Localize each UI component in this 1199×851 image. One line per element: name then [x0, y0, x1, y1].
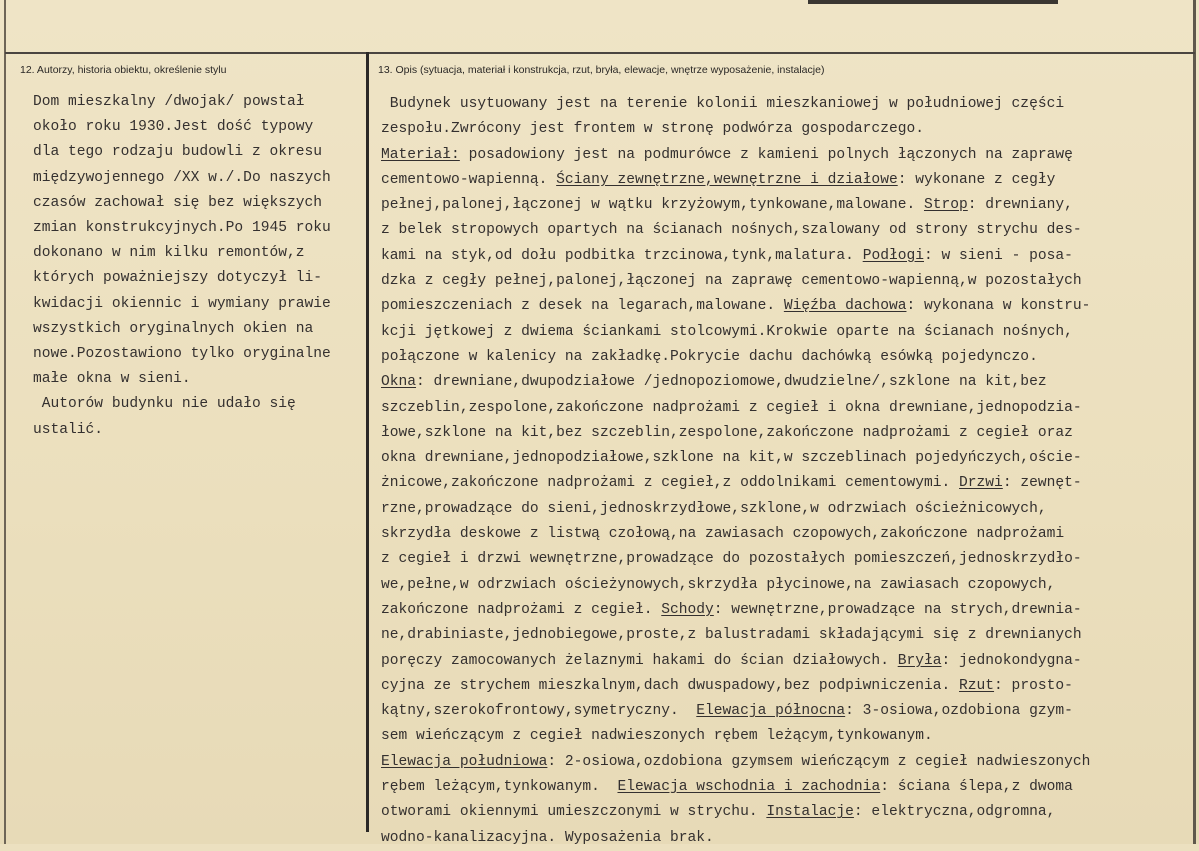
description-text: : wewnętrzne,prowadzące na strych,drewnia- [713, 601, 1082, 618]
section-12-header: 12. Autorzy, historia obiektu, określenie stylu [20, 64, 227, 76]
description-text: cementowo-wapienną. [381, 171, 557, 188]
description-line [381, 218, 1090, 243]
history-line: dla tego rodzaju budowli z okresu [33, 144, 323, 161]
description-text: okna drewniane,jednopodziałowe,szklone na kit,w szczeblinach pojedyńczych,oście- [381, 450, 1082, 467]
description-text: zespołu.Zwrócony jest frontem w stronę podwórza gospodarczego. [381, 121, 924, 138]
description-text: kcji jętkowej z dwiema ściankami stolcowymi.Krokwie oparte na ścianach nośnych, [381, 323, 1073, 340]
description-text: : ściana ślepa,z dwoma [880, 779, 1073, 796]
description-text: zakończone nadprożami z cegieł. [381, 601, 662, 618]
description-text: pomieszczeniach z desek na legarach,malowane. [381, 298, 784, 315]
left-card-edge [4, 0, 6, 844]
history-line: czasów zachował się bez większych [33, 194, 323, 211]
history-line: wszystkich oryginalnych okien na [33, 320, 314, 337]
description-line [381, 699, 1090, 724]
description-text: Budynek usytuowany jest na terenie kolonii mieszkaniowej w południowej części [381, 96, 1065, 112]
history-line: nowe.Pozostawiono tylko oryginalne [33, 346, 331, 363]
section-heading: Materiał: [381, 146, 460, 163]
description-line [381, 117, 1090, 142]
description-text: szczeblin,zespolone,zakończone nadprożami z cegieł i okna drewniane,jednopodzia- [381, 399, 1082, 416]
description-line [381, 320, 1090, 345]
description-text: : w sieni - posa- [924, 247, 1073, 264]
description-text: poręczy zamocowanych żelaznymi hakami do ścian działowych. [381, 652, 898, 669]
description-line [381, 471, 1090, 496]
section-heading: Drzwi [959, 475, 1003, 492]
description-text-block [381, 92, 1090, 851]
description-text: wodno-kanalizacyjna. Wyposażenia brak. [381, 829, 714, 846]
column-divider [366, 52, 369, 832]
history-line: których poważniejszy dotyczył li- [33, 270, 323, 287]
description-line [381, 724, 1090, 749]
description-text: : jednokondygna- [941, 652, 1082, 669]
description-text: : wykonana w konstru- [906, 298, 1091, 315]
section-heading: Bryła [897, 652, 942, 669]
description-line [381, 547, 1090, 572]
description-line [381, 269, 1090, 294]
description-line [381, 92, 1090, 117]
history-text-block [33, 90, 331, 443]
description-text: kami na styk,od dołu podbitka trzcinowa,tynk,malatura. [381, 247, 863, 264]
history-line: Autorów budynku nie udało się [33, 396, 296, 413]
section-heading: Elewacja wschodnia i zachodnia [617, 779, 881, 796]
description-line [381, 370, 1090, 395]
description-line [381, 826, 1090, 851]
section-heading: Okna [381, 374, 417, 391]
description-text: połączone w kalenicy na zakładkę.Pokrycie dachu dachówką esówką pojedynczo. [381, 348, 1038, 365]
header-rule [5, 52, 1195, 54]
description-text: łowe,szklone na kit,bez szczeblin,zespolone,zakończone nadprożami z cegieł oraz [381, 424, 1073, 441]
section-heading: Instalacje [766, 804, 854, 821]
description-line [381, 674, 1090, 699]
section-heading: Ściany zewnętrzne,wewnętrzne i działowe [556, 171, 898, 188]
description-text: skrzydła deskowe z listwą czołową,na zawiasach czopowych,zakończone nadprożami [381, 526, 1065, 543]
description-text: otworami okiennymi umieszczonymi w strychu. [381, 804, 767, 821]
description-line [381, 345, 1090, 370]
description-text: : wykonane z cegły [897, 171, 1056, 188]
description-line [381, 598, 1090, 623]
description-line [381, 421, 1090, 446]
section-heading: Schody [661, 601, 714, 618]
section-heading: Rzut [959, 677, 995, 694]
description-text: rębem leżącym,tynkowanym. [381, 779, 618, 796]
description-line [381, 143, 1090, 168]
history-line: kwidacji okiennic i wymiany prawie [33, 295, 331, 312]
description-line [381, 294, 1090, 319]
top-tab-edge [808, 0, 1058, 4]
history-line: małe okna w sieni. [33, 371, 191, 388]
description-text: dzka z cegły pełnej,palonej,łączonej na zaprawę cementowo-wapienną,w pozostałych [381, 273, 1082, 290]
description-line [381, 497, 1090, 522]
description-text: : prosto- [994, 677, 1073, 694]
section-heading: Więźba dachowa [783, 298, 907, 315]
description-line [381, 573, 1090, 598]
description-line [381, 168, 1090, 193]
description-text: cyjna ze strychem mieszkalnym,dach dwuspadowy,bez podpiwniczenia. [381, 677, 960, 694]
description-text: : elektryczna,odgromna, [853, 804, 1056, 821]
description-line [381, 244, 1090, 269]
description-text: : drewniane,dwupodziałowe /jednopoziomowe,dwudzielne/,szklone na kit,bez [416, 374, 1047, 391]
description-text: : zewnęt- [1002, 475, 1082, 492]
description-line [381, 193, 1090, 218]
section-heading: Strop [923, 197, 968, 214]
history-line: zmian konstrukcyjnych.Po 1945 roku [33, 220, 331, 237]
description-text: sem wieńczącym z cegieł nadwieszonych rębem leżącym,tynkowanym. [381, 728, 933, 745]
description-text: pełnej,palonej,łączonej w wątku krzyżowym,tynkowane,malowane. [381, 197, 924, 214]
description-line [381, 446, 1090, 471]
description-text: żnicowe,zakończone nadprożami z cegieł,z oddolnikami cementowymi. [381, 475, 960, 492]
section-heading: Podłogi [862, 247, 924, 264]
description-line [381, 775, 1090, 800]
description-text: : 2-osiowa,ozdobiona gzymsem wieńczącym z cegieł nadwieszonych [547, 753, 1091, 770]
history-line: dokonano w nim kilku remontów,z [33, 245, 305, 262]
description-line [381, 649, 1090, 674]
history-line: międzywojennego /XX w./.Do naszych [33, 169, 331, 186]
description-line [381, 800, 1090, 825]
description-line [381, 522, 1090, 547]
section-heading: Elewacja północna [696, 703, 846, 720]
description-text: posadowiony jest na podmurówce z kamieni polnych łączonych na zaprawę [459, 146, 1073, 163]
description-text: : 3-osiowa,ozdobiona gzym- [845, 703, 1073, 720]
description-text: rzne,prowadzące do sieni,jednoskrzydłowe,szklone,w odrzwiach ościeżnicowych, [381, 500, 1047, 517]
section-13-header: 13. Opis (sytuacja, materiał i konstrukcja, rzut, bryła, elewacje, wnętrze wyposażenie, instalacje) [378, 64, 825, 76]
right-card-edge [1193, 0, 1196, 844]
description-text: : drewniany, [967, 197, 1073, 214]
description-text: z belek stropowych opartych na ścianach nośnych,szalowany od strony strychu des- [381, 222, 1082, 239]
history-line: około roku 1930.Jest dość typowy [33, 119, 314, 136]
section-heading: Elewacja południowa [381, 753, 548, 770]
description-text: ne,drabiniaste,jednobiegowe,proste,z balustradami składającymi się z drewnianych [381, 627, 1082, 644]
description-line [381, 623, 1090, 648]
description-text: we,pełne,w odrzwiach ościeżynowych,skrzydła płycinowe,na zawiasach czopowych, [381, 576, 1056, 593]
history-line: Dom mieszkalny /dwojak/ powstał [33, 94, 305, 110]
description-line [381, 750, 1090, 775]
description-text: kątny,szerokofrontowy,symetryczny. [381, 703, 697, 720]
description-line [381, 396, 1090, 421]
description-text: z cegieł i drzwi wewnętrzne,prowadzące do pozostałych pomieszczeń,jednoskrzydło- [381, 551, 1082, 568]
history-line: ustalić. [33, 421, 104, 438]
